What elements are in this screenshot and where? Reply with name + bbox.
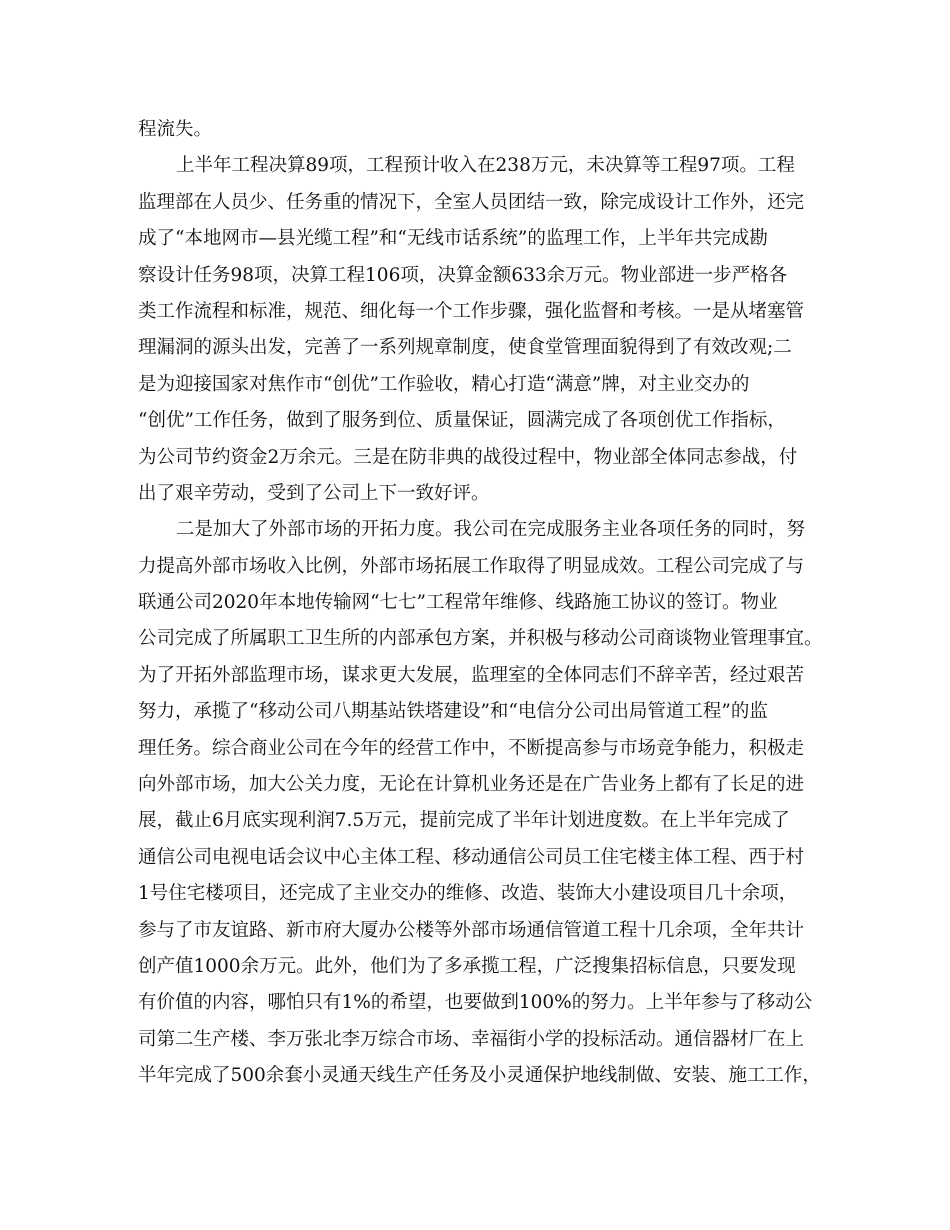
text-line: 为公司节约资金2万余元。三是在防非典的战役过程中，物业部全体同志参战，付 bbox=[138, 446, 798, 468]
text-line: 上半年工程决算89项，工程预计收入在238万元，未决算等工程97项。工程 bbox=[176, 155, 795, 177]
text-line: 类工作流程和标准，规范、细化每一个工作步骤，强化监督和考核。一是从堵塞管 bbox=[138, 300, 805, 322]
text-line: 公司完成了所属职工卫生所的内部承包方案，并积极与移动公司商谈物业管理事宜。 bbox=[138, 628, 823, 650]
text-line: “创优”工作任务，做到了服务到位、质量保证，圆满完成了各项创优工作指标， bbox=[138, 410, 786, 432]
text-line: 向外部市场，加大公关力度，无论在计算机业务还是在广告业务上都有了长足的进 bbox=[138, 774, 805, 796]
text-line: 努力，承揽了“移动公司八期基站铁塔建设”和“电信分公司出局管道工程”的监 bbox=[138, 701, 768, 723]
paragraph-2 bbox=[138, 148, 820, 512]
text-line: 是为迎接国家对焦作市“创优”工作验收，精心打造“满意”牌，对主业交办的 bbox=[138, 373, 750, 395]
text-line: 1号住宅楼项目，还完成了主业交办的维修、改造、装饰大小建设项目几十余项， bbox=[138, 883, 798, 905]
text-line: 司第二生产楼、李万张北李万综合市场、幸福街小学的投标活动。通信器材厂在上 bbox=[138, 1028, 805, 1050]
document-body bbox=[138, 112, 823, 1095]
text-line: 监理部在人员少、任务重的情况下，全室人员团结一致，除完成设计工作外，还完 bbox=[138, 191, 805, 213]
text-line: 半年完成了500余套小灵通天线生产任务及小灵通保护地线制做、安装、施工工作， bbox=[138, 1065, 821, 1087]
text-line: 察设计任务98项，决算工程106项，决算金额633余万元。物业部进一步严格各 bbox=[138, 264, 788, 286]
text-line: 创产值1000余万元。此外，他们为了多承揽工程，广泛搜集招标信息，只要发现 bbox=[138, 955, 796, 977]
text-line: 有价值的内容，哪怕只有1%的希望，也要做到100%的努力。上半年参与了移动公 bbox=[138, 992, 813, 1014]
text-line: 为了开拓外部监理市场，谋求更大发展，监理室的全体同志们不辞辛苦，经过艰苦 bbox=[138, 664, 805, 686]
text-line: 二是加大了外部市场的开拓力度。我公司在完成服务主业各项任务的同时，努 bbox=[176, 519, 806, 541]
text-line: 理任务。综合商业公司在今年的经营工作中，不断提高参与市场竞争能力，积极走 bbox=[138, 737, 805, 759]
text-line: 展，截止6月底实现利润7.5万元，提前完成了半年计划进度数。在上半年完成了 bbox=[138, 810, 790, 832]
text-line: 成了“本地网市—县光缆工程”和“无线市话系统”的监理工作，上半年共完成勘 bbox=[138, 228, 768, 250]
text-line: 参与了市友谊路、新市府大厦办公楼等外部市场通信管道工程十几余项，全年共计 bbox=[138, 919, 805, 941]
text-line: 理漏洞的源头出发，完善了一系列规章制度，使食堂管理面貌得到了有效改观;二 bbox=[138, 337, 792, 359]
text-line: 力提高外部市场收入比例，外部市场拓展工作取得了明显成效。工程公司完成了与 bbox=[138, 555, 805, 577]
text-line: 通信公司电视电话会议中心主体工程、移动通信公司员工住宅楼主体工程、西于村 bbox=[138, 846, 805, 868]
paragraph-3 bbox=[138, 512, 823, 1094]
text-line: 程流失。 bbox=[138, 119, 213, 140]
text-line: 出了艰辛劳动，受到了公司上下一致好评。 bbox=[138, 482, 490, 504]
paragraph-1 bbox=[138, 112, 820, 148]
text-line: 联通公司2020年本地传输网“七七”工程常年维修、线路施工协议的签订。物业 bbox=[138, 592, 778, 614]
